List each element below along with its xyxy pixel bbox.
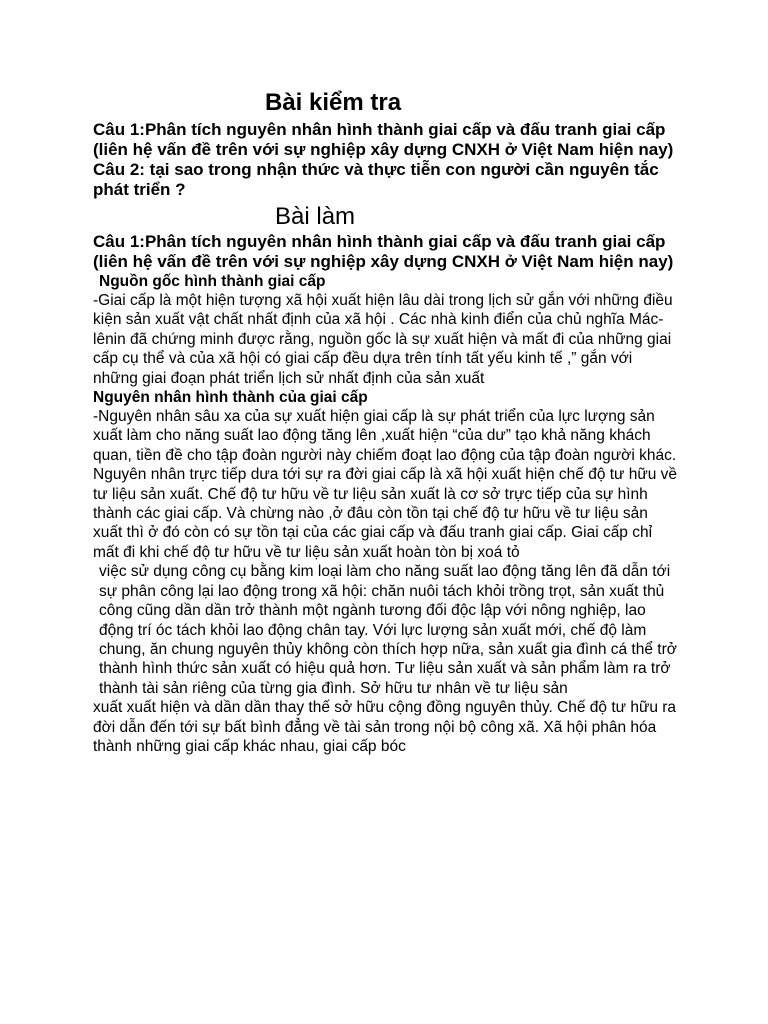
section-1-heading: Nguồn gốc hình thành giai cấp [99, 273, 326, 290]
section-2-heading: Nguyên nhân hình thành của giai cấp [93, 389, 368, 407]
section-2-paragraph-1: -Nguyên nhân sâu xa của sự xuất hiện giai cấp là sự phát triển của lực lượng sản xuất làm cho năng suất lao động tăng lên ,xuất hiện “của dư” tạo khả năng khách quan, tiền đề cho tập đoàn người này chiếm đoạt lao động của tập đoàn người khác. Nguyên nhân trực tiếp dưa tới sự ra đời giai cấp là xã hội xuất hiện chế độ tư hữu về tư liệu sản xuất. Chế độ tư hữu về tư liệu sản xuất là cơ sở trực tiếp của sự hình thành các giai cấp. Và chừng nào ,ở đâu còn tồn tại chế độ tư hữu về tư liệu sản xuất thì ở đó còn có sự tồn tại của các giai cấp và đấu tranh giai cấp. Giai cấp chỉ mất đi khi chế độ tư hữu về tư liệu sản xuất hoàn tòn bị xoá tỏ [93, 408, 678, 561]
question-2: Câu 2: tại sao trong nhận thức và thực tiễn con người cần nguyên tắc phát triển ? [93, 160, 659, 199]
section-2-paragraph-2: việc sử dụng công cụ bằng kim loại làm cho năng suất lao động tăng lên đã dẫn tới sự phân công lại lao động trong xã hội: chăn nuôi tách khỏi trồng trọt, sản xuất thủ công cũng dần dần trở thành một ngành tương đối độc lập với nông nghiệp, lao động trí óc tách khỏi lao động chân tay. Với lực lượng sản xuất mới, chế độ làm chung, ăn chung nguyên thủy không còn thích hợp nữa, sản xuất gia đình cá thể trở thành hình thức sản xuất có hiệu quả hơn. Tư liệu sản xuất và sản phẩm làm ra trở thành tài sản riêng của từng gia đình. Sở hữu tư nhân về tư liệu sản [99, 563, 677, 697]
document-page [93, 88, 678, 756]
question-1: Câu 1:Phân tích nguyên nhân hình thành giai cấp và đấu tranh giai cấp (liên hệ vấn đề trên với sự nghiệp xây dựng CNXH ở Việt Nam hiện nay) [93, 120, 674, 159]
answer-question-1: Câu 1:Phân tích nguyên nhân hình thành giai cấp và đấu tranh giai cấp (liên hệ vấn đề trên với sự nghiệp xây dựng CNXH ở Việt Nam hiện nay) [93, 232, 674, 271]
section-2-paragraph-3: xuất xuất hiện và dần dần thay thế sở hữu cộng đồng nguyên thủy. Chế độ tư hữu ra đời dẫn đến tới sự bất bình đẳng về tài sản trong nội bộ công xã. Xã hội phân hóa thành những giai cấp khác nhau, giai cấp bóc [93, 699, 677, 755]
section-1-paragraph: -Giai cấp là một hiện tượng xã hội xuất hiện lâu dài trong lịch sử gắn với những điều kiện sản xuất vật chất nhất định của xã hội . Các nhà kinh điển của chủ nghĩa Mác- lênin đã chứng minh được rằng, nguồn gốc là sự xuất hiện và mất đi của những giai cấp cụ thể và của xã hội có giai cấp đều dựa trên tính tất yếu kinh tế ,” gắn với những giai đoạn phát triển lịch sử nhất định của sản xuất [93, 292, 673, 387]
answer-heading: Bài làm [275, 203, 356, 230]
document-title: Bài kiểm tra [265, 89, 402, 116]
